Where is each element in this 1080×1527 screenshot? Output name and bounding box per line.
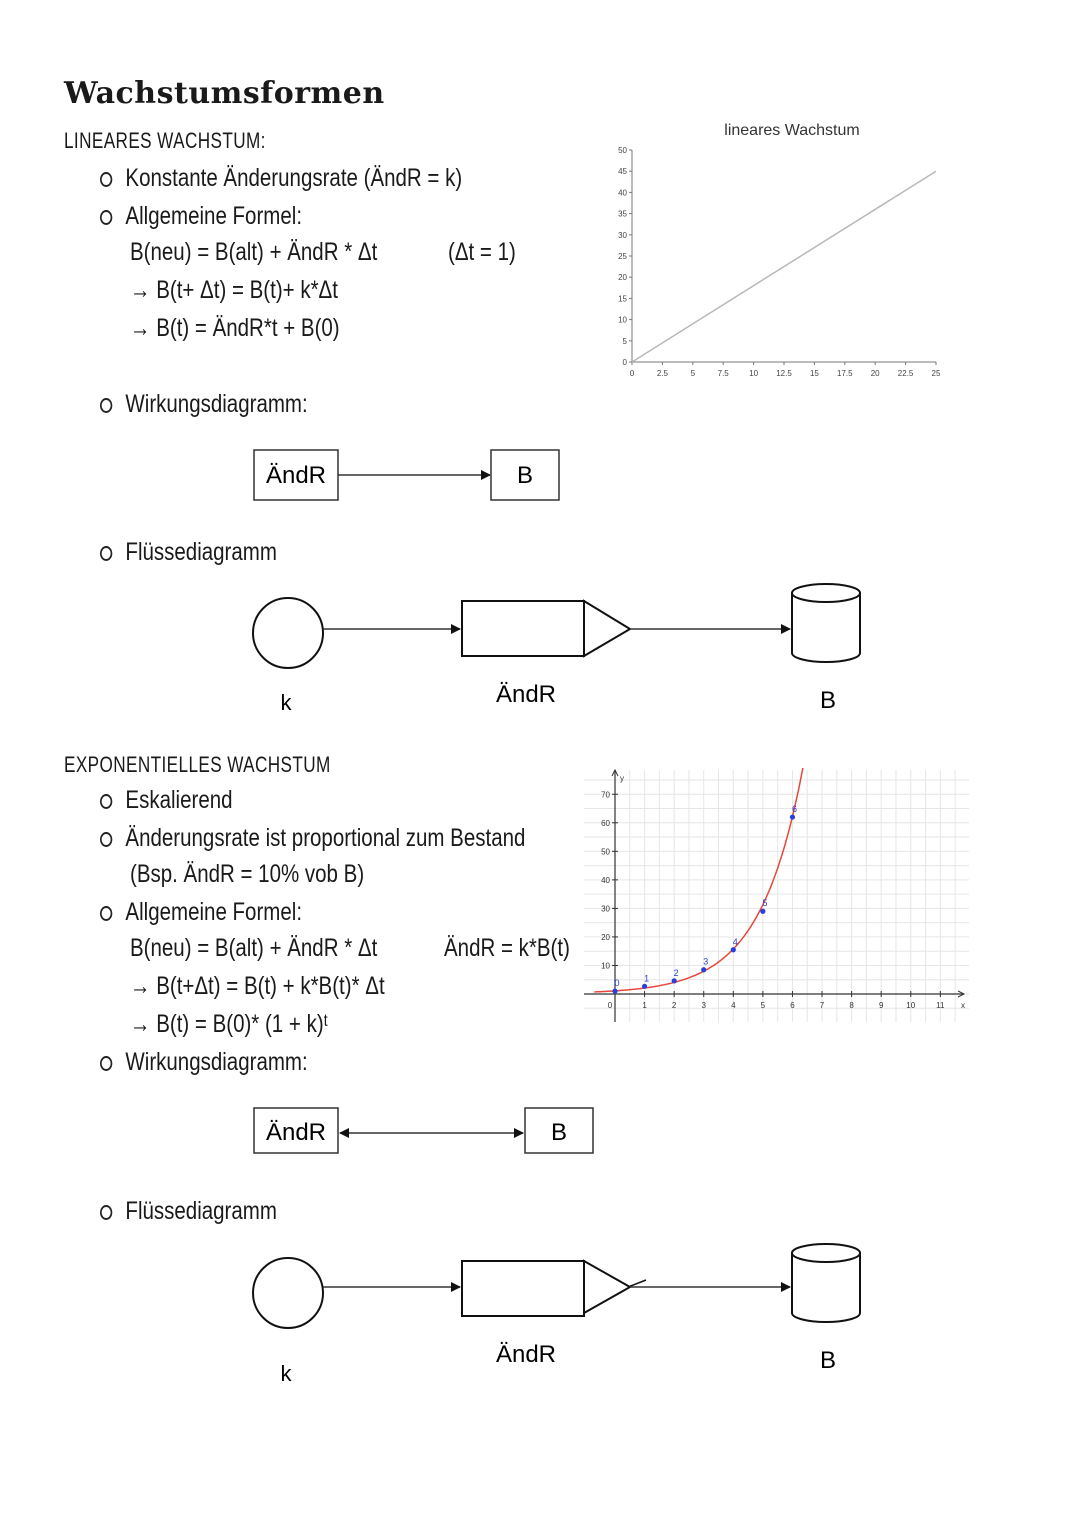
exp-prop-example: (Bsp. ÄndR = 10% vob B)	[130, 860, 365, 888]
exp-formula-1: B(neu) = B(alt) + ÄndR * Δt	[130, 934, 378, 962]
exp-bullet-formula	[100, 898, 302, 927]
x-tick-label: 12.5	[776, 369, 792, 378]
bullet-icon	[100, 210, 112, 225]
x-tick-label: 7.5	[717, 369, 729, 378]
k-label: k	[280, 690, 292, 715]
y-tick-label: 30	[618, 230, 627, 240]
bullet-icon	[100, 1056, 112, 1071]
linear-bullet-wirkung	[100, 390, 308, 419]
y-tick-label: 45	[618, 167, 627, 177]
bullet-icon	[100, 1205, 112, 1220]
x-tick-label: 0	[629, 369, 635, 378]
x-tick-label: 20	[870, 369, 880, 378]
x-tick-label: 3	[701, 1001, 706, 1010]
x-tick-label: 2	[671, 1001, 677, 1010]
data-point	[672, 978, 677, 983]
data-point	[760, 909, 765, 914]
linear-bullet-fluss	[100, 538, 277, 567]
bullet-icon	[100, 906, 112, 921]
b-cylinder	[792, 593, 860, 662]
b-label: B	[550, 1119, 568, 1146]
exp-formula-label: Allgemeine Formel:	[125, 898, 303, 926]
linear-formula-note: (Δt = 1)	[448, 238, 516, 266]
linear-formula-label: Allgemeine Formel:	[125, 202, 303, 230]
y-tick-label: 0	[622, 358, 627, 367]
bullet-icon	[100, 794, 112, 809]
andr-label: ÄndR	[265, 1119, 327, 1146]
linear-chart	[596, 110, 976, 390]
data-point	[701, 967, 706, 972]
x-tick-label: 17.5	[837, 369, 853, 378]
exp-bullet-fluss	[100, 1197, 277, 1226]
x-tick-label: 9	[878, 1001, 884, 1010]
y-tick-label: 40	[618, 188, 627, 198]
exp-fluss-label: Flüssediagramm	[125, 1197, 277, 1225]
y-tick-label: 30	[601, 904, 610, 914]
linear-bullet-formula	[100, 202, 302, 231]
exp-bullet-esk	[100, 786, 233, 815]
point-label: 5	[762, 898, 768, 909]
x-tick-label: 6	[790, 1001, 795, 1010]
x-tick-label: 10	[749, 369, 759, 378]
point-label: 0	[614, 978, 620, 989]
y-axis-label: y	[620, 774, 624, 783]
x-tick-label: 15	[809, 369, 819, 378]
exp-wirkungsdiagramm	[240, 1098, 610, 1168]
point-label: 4	[732, 936, 738, 947]
exp-formula-note: ÄndR = k*B(t)	[444, 934, 570, 962]
x-tick-label: 8	[849, 1001, 854, 1010]
x-tick-label: 10	[906, 1001, 916, 1010]
x-tick-label: 7	[819, 1001, 825, 1010]
y-tick-label: 25	[618, 252, 627, 261]
y-tick-label: 5	[622, 336, 627, 346]
y-tick-label: 35	[618, 209, 627, 219]
exp-formula-3: → B(t) = B(0)* (1 + k)ᵗ	[130, 1010, 329, 1038]
andr-label: ÄndR	[495, 1341, 557, 1368]
data-point	[790, 814, 795, 819]
linear-heading: LINEARES WACHSTUM:	[64, 128, 266, 153]
y-tick-label: 10	[601, 961, 610, 971]
x-tick-label: 5	[690, 369, 696, 378]
valve-triangle	[584, 1261, 630, 1313]
x-tick-label: 2.5	[656, 369, 668, 378]
k-circle	[253, 1258, 323, 1328]
bullet-icon	[100, 172, 112, 187]
k-label: k	[280, 1361, 292, 1386]
b-cylinder-top	[792, 584, 860, 602]
y-tick-label: 70	[601, 790, 610, 800]
b-label: B	[819, 687, 837, 714]
exp-prop-text: Änderungsrate ist proportional zum Bestand	[125, 824, 526, 852]
y-tick-label: 20	[601, 932, 610, 942]
exponential-chart	[584, 768, 974, 1028]
bullet-icon	[100, 546, 112, 561]
linear-formula-3: → B(t) = ÄndR*t + B(0)	[130, 314, 340, 342]
exp-formula-2: → B(t+Δt) = B(t) + k*B(t)* Δt	[130, 972, 385, 1000]
linear-wirkungsdiagramm	[240, 440, 580, 510]
x-tick-label: 4	[731, 1001, 736, 1010]
point-label: 2	[673, 967, 679, 978]
point-label: 3	[703, 956, 709, 967]
y-tick-label: 50	[618, 146, 627, 155]
point-label: 6	[791, 804, 797, 815]
b-cylinder-top	[792, 1244, 860, 1262]
b-label: B	[516, 462, 534, 489]
y-tick-label: 10	[618, 315, 627, 325]
y-tick-label: 40	[601, 875, 610, 885]
feedback-tick	[628, 1280, 646, 1287]
linear-rate-text: Konstante Änderungsrate (ÄndR = k)	[125, 164, 463, 192]
valve-triangle	[584, 601, 630, 656]
linear-formula-2: → B(t+ Δt) = B(t)+ k*Δt	[130, 276, 338, 304]
exp-flussdiagramm	[240, 1235, 880, 1395]
y-tick-label: 20	[618, 273, 627, 283]
chart-title: lineares Wachstum	[724, 122, 860, 139]
y-tick-label: 60	[601, 818, 610, 828]
andr-label: ÄndR	[495, 681, 557, 708]
y-tick-label: 15	[618, 294, 627, 304]
y-tick-label: 50	[601, 847, 610, 857]
data-point	[731, 947, 736, 952]
point-label: 1	[644, 973, 650, 984]
exp-bullet-prop	[100, 824, 525, 853]
b-label: B	[819, 1347, 837, 1374]
exp-esk-text: Eskalierend	[125, 786, 233, 814]
data-point	[612, 989, 617, 994]
page-title: Wachstumsformen	[64, 76, 385, 111]
data-point	[642, 984, 647, 989]
linear-flussdiagramm	[240, 575, 880, 725]
x-tick-label: 0	[607, 1001, 613, 1010]
bullet-icon	[100, 398, 112, 413]
x-tick-label: 22.5	[897, 369, 914, 378]
exp-wirkung-label: Wirkungsdiagramm:	[125, 1048, 308, 1076]
x-tick-label: 1	[642, 1001, 647, 1010]
bullet-icon	[100, 832, 112, 847]
x-tick-label: 11	[936, 1001, 945, 1010]
b-cylinder	[792, 1253, 860, 1322]
andr-rect	[462, 601, 584, 656]
x-tick-label: 5	[760, 1001, 766, 1010]
series-line	[632, 171, 936, 362]
k-circle	[253, 598, 323, 668]
linear-wirkung-label: Wirkungsdiagramm:	[125, 390, 308, 418]
exp-heading: EXPONENTIELLES WACHSTUM	[64, 752, 331, 777]
andr-label: ÄndR	[265, 462, 327, 489]
linear-fluss-label: Flüssediagramm	[125, 538, 277, 566]
andr-rect	[462, 1261, 584, 1316]
x-axis-label: x	[961, 1001, 965, 1010]
linear-formula-1: B(neu) = B(alt) + ÄndR * Δt	[130, 238, 378, 266]
x-tick-label: 25	[931, 369, 941, 378]
exp-bullet-wirkung	[100, 1048, 308, 1077]
linear-bullet-rate	[100, 164, 462, 193]
